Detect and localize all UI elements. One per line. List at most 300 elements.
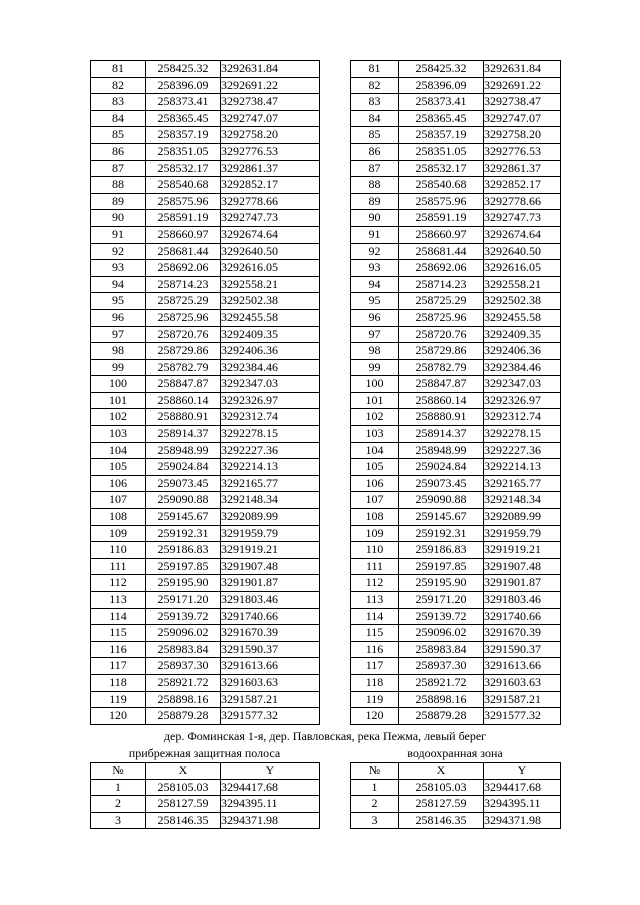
point-number: 106	[91, 475, 146, 492]
table-row	[91, 426, 320, 443]
y-coordinate: 3292861.37	[484, 160, 561, 177]
table-row	[91, 691, 320, 708]
x-coordinate: 259195.90	[399, 575, 484, 592]
top-left-body	[91, 61, 320, 725]
y-coordinate: 3292312.74	[221, 409, 320, 426]
x-coordinate: 258725.96	[399, 309, 484, 326]
left-zone-subtitle: прибрежная защитная полоса	[128, 746, 281, 760]
point-number: 91	[91, 226, 146, 243]
x-coordinate: 258729.86	[146, 343, 221, 360]
table-row	[351, 177, 561, 194]
y-coordinate: 3292278.15	[484, 426, 561, 443]
table-row	[351, 94, 561, 111]
point-number: 2	[91, 796, 146, 813]
x-coordinate: 258591.19	[399, 210, 484, 227]
x-coordinate: 258351.05	[146, 143, 221, 160]
y-coordinate: 3292312.74	[484, 409, 561, 426]
y-coordinate: 3292148.34	[221, 492, 320, 509]
point-number: 99	[91, 359, 146, 376]
point-number: 83	[351, 94, 399, 111]
x-coordinate: 258660.97	[146, 226, 221, 243]
table-row	[91, 210, 320, 227]
x-coordinate: 259090.88	[146, 492, 221, 509]
table-row	[91, 625, 320, 642]
y-coordinate: 3292347.03	[221, 376, 320, 393]
x-coordinate: 258365.45	[146, 110, 221, 127]
point-number: 96	[91, 309, 146, 326]
x-coordinate: 259197.85	[146, 558, 221, 575]
table-row	[91, 359, 320, 376]
y-coordinate: 3292148.34	[484, 492, 561, 509]
x-coordinate: 259145.67	[146, 509, 221, 526]
y-coordinate: 3292776.53	[221, 143, 320, 160]
point-number: 99	[351, 359, 399, 376]
point-number: 102	[351, 409, 399, 426]
table-row	[91, 293, 320, 310]
table-row	[351, 558, 561, 575]
bottom-right-coordinates-table	[350, 762, 561, 829]
header-y: Y	[221, 763, 320, 780]
table-row	[351, 276, 561, 293]
y-coordinate: 3292738.47	[221, 94, 320, 111]
y-coordinate: 3292747.73	[484, 210, 561, 227]
x-coordinate: 258105.03	[399, 779, 484, 796]
x-coordinate: 259186.83	[146, 542, 221, 559]
y-coordinate: 3292558.21	[484, 276, 561, 293]
x-coordinate: 258725.96	[146, 309, 221, 326]
header-row	[91, 763, 320, 780]
top-left-coordinates-table	[90, 60, 320, 725]
x-coordinate: 258879.28	[399, 708, 484, 725]
point-number: 97	[91, 326, 146, 343]
point-number: 110	[91, 542, 146, 559]
table-row	[351, 160, 561, 177]
x-coordinate: 259024.84	[146, 459, 221, 476]
table-row	[351, 309, 561, 326]
bottom-left-coordinates-table	[90, 762, 320, 829]
table-row	[351, 641, 561, 658]
top-right-coordinates-table	[350, 60, 561, 725]
y-coordinate: 3292502.38	[221, 293, 320, 310]
point-number: 119	[91, 691, 146, 708]
x-coordinate: 258948.99	[399, 442, 484, 459]
x-coordinate: 259096.02	[146, 625, 221, 642]
point-number: 90	[91, 210, 146, 227]
table-row	[351, 193, 561, 210]
y-coordinate: 3292616.05	[484, 260, 561, 277]
point-number: 116	[91, 641, 146, 658]
y-coordinate: 3292278.15	[221, 426, 320, 443]
point-number: 96	[351, 309, 399, 326]
table-row	[351, 542, 561, 559]
y-coordinate: 3292326.97	[221, 392, 320, 409]
y-coordinate: 3292089.99	[484, 509, 561, 526]
point-number: 1	[91, 779, 146, 796]
x-coordinate: 259139.72	[399, 608, 484, 625]
table-row	[91, 492, 320, 509]
y-coordinate: 3292852.17	[221, 177, 320, 194]
table-row	[91, 326, 320, 343]
y-coordinate: 3292165.77	[484, 475, 561, 492]
point-number: 84	[351, 110, 399, 127]
header-num: №	[351, 763, 399, 780]
table-row	[351, 359, 561, 376]
table-row	[91, 592, 320, 609]
point-number: 81	[91, 61, 146, 78]
x-coordinate: 258692.06	[399, 260, 484, 277]
y-coordinate: 3292640.50	[484, 243, 561, 260]
x-coordinate: 258575.96	[146, 193, 221, 210]
x-coordinate: 259192.31	[399, 525, 484, 542]
x-coordinate: 258937.30	[146, 658, 221, 675]
x-coordinate: 258540.68	[399, 177, 484, 194]
table-row	[351, 426, 561, 443]
table-row	[91, 608, 320, 625]
x-coordinate: 258425.32	[399, 61, 484, 78]
point-number: 1	[351, 779, 399, 796]
table-row	[91, 475, 320, 492]
point-number: 3	[351, 812, 399, 829]
point-number: 106	[351, 475, 399, 492]
point-number: 98	[91, 343, 146, 360]
point-number: 108	[91, 509, 146, 526]
table-row	[351, 592, 561, 609]
table-row	[91, 708, 320, 725]
point-number: 89	[91, 193, 146, 210]
table-row	[91, 796, 320, 813]
x-coordinate: 258127.59	[146, 796, 221, 813]
table-row	[91, 343, 320, 360]
y-coordinate: 3291670.39	[221, 625, 320, 642]
table-row	[91, 94, 320, 111]
y-coordinate: 3292778.66	[221, 193, 320, 210]
table-row	[351, 343, 561, 360]
table-row	[351, 226, 561, 243]
x-coordinate: 258146.35	[146, 812, 221, 829]
point-number: 118	[91, 674, 146, 691]
x-coordinate: 258127.59	[399, 796, 484, 813]
y-coordinate: 3292640.50	[221, 243, 320, 260]
point-number: 110	[351, 542, 399, 559]
y-coordinate: 3291907.48	[221, 558, 320, 575]
table-row	[91, 193, 320, 210]
x-coordinate: 258983.84	[399, 641, 484, 658]
header-num: №	[91, 763, 146, 780]
y-coordinate: 3292214.13	[221, 459, 320, 476]
x-coordinate: 258373.41	[146, 94, 221, 111]
table-row	[91, 243, 320, 260]
y-coordinate: 3292227.36	[221, 442, 320, 459]
x-coordinate: 258660.97	[399, 226, 484, 243]
y-coordinate: 3292747.07	[484, 110, 561, 127]
table-row	[351, 110, 561, 127]
x-coordinate: 258983.84	[146, 641, 221, 658]
table-row	[351, 260, 561, 277]
point-number: 2	[351, 796, 399, 813]
x-coordinate: 258782.79	[399, 359, 484, 376]
table-row	[91, 658, 320, 675]
x-coordinate: 258898.16	[399, 691, 484, 708]
x-coordinate: 258847.87	[399, 376, 484, 393]
point-number: 94	[351, 276, 399, 293]
x-coordinate: 258591.19	[146, 210, 221, 227]
point-number: 107	[351, 492, 399, 509]
point-number: 81	[351, 61, 399, 78]
y-coordinate: 3292455.58	[484, 309, 561, 326]
y-coordinate: 3292406.36	[484, 343, 561, 360]
x-coordinate: 258425.32	[146, 61, 221, 78]
point-number: 87	[351, 160, 399, 177]
x-coordinate: 258948.99	[146, 442, 221, 459]
point-number: 105	[351, 459, 399, 476]
table-row	[91, 160, 320, 177]
y-coordinate: 3292165.77	[221, 475, 320, 492]
x-coordinate: 258720.76	[399, 326, 484, 343]
y-coordinate: 3291919.21	[221, 542, 320, 559]
table-row	[91, 226, 320, 243]
y-coordinate: 3292455.58	[221, 309, 320, 326]
y-coordinate: 3292409.35	[484, 326, 561, 343]
point-number: 84	[91, 110, 146, 127]
table-row	[351, 61, 561, 78]
point-number: 95	[351, 293, 399, 310]
y-coordinate: 3292691.22	[484, 77, 561, 94]
point-number: 114	[351, 608, 399, 625]
point-number: 92	[91, 243, 146, 260]
table-row	[351, 243, 561, 260]
point-number: 113	[351, 592, 399, 609]
x-coordinate: 258146.35	[399, 812, 484, 829]
y-coordinate: 3292214.13	[484, 459, 561, 476]
y-coordinate: 3292384.46	[484, 359, 561, 376]
x-coordinate: 258860.14	[399, 392, 484, 409]
y-coordinate: 3291587.21	[221, 691, 320, 708]
y-coordinate: 3291577.32	[484, 708, 561, 725]
y-coordinate: 3291670.39	[484, 625, 561, 642]
table-row	[91, 409, 320, 426]
table-row	[91, 309, 320, 326]
x-coordinate: 259192.31	[146, 525, 221, 542]
y-coordinate: 3291803.46	[221, 592, 320, 609]
x-coordinate: 258396.09	[146, 77, 221, 94]
y-coordinate: 3292558.21	[221, 276, 320, 293]
y-coordinate: 3292738.47	[484, 94, 561, 111]
x-coordinate: 258373.41	[399, 94, 484, 111]
locality-caption: дер. Фоминская 1-я, дер. Павловская, река Пежма, левый берег	[163, 729, 487, 743]
y-coordinate: 3292502.38	[484, 293, 561, 310]
x-coordinate: 259195.90	[146, 575, 221, 592]
point-number: 120	[351, 708, 399, 725]
y-coordinate: 3291959.79	[484, 525, 561, 542]
y-coordinate: 3291907.48	[484, 558, 561, 575]
x-coordinate: 259073.45	[146, 475, 221, 492]
point-number: 101	[91, 392, 146, 409]
table-row	[351, 625, 561, 642]
point-number: 85	[351, 127, 399, 144]
table-row	[351, 658, 561, 675]
point-number: 86	[91, 143, 146, 160]
point-number: 82	[91, 77, 146, 94]
y-coordinate: 3292747.07	[221, 110, 320, 127]
table-row	[351, 326, 561, 343]
point-number: 91	[351, 226, 399, 243]
table-row	[91, 61, 320, 78]
table-row	[91, 143, 320, 160]
x-coordinate: 258681.44	[146, 243, 221, 260]
point-number: 90	[351, 210, 399, 227]
header-x: X	[146, 763, 221, 780]
point-number: 83	[91, 94, 146, 111]
table-row	[351, 779, 561, 796]
y-coordinate: 3291590.37	[221, 641, 320, 658]
table-row	[91, 392, 320, 409]
point-number: 100	[91, 376, 146, 393]
table-row	[351, 812, 561, 829]
y-coordinate: 3292616.05	[221, 260, 320, 277]
x-coordinate: 258396.09	[399, 77, 484, 94]
point-number: 103	[351, 426, 399, 443]
table-row	[91, 110, 320, 127]
y-coordinate: 3292409.35	[221, 326, 320, 343]
x-coordinate: 258860.14	[146, 392, 221, 409]
x-coordinate: 259145.67	[399, 509, 484, 526]
x-coordinate: 258357.19	[399, 127, 484, 144]
table-row	[351, 575, 561, 592]
x-coordinate: 258782.79	[146, 359, 221, 376]
table-row	[91, 641, 320, 658]
y-coordinate: 3291919.21	[484, 542, 561, 559]
y-coordinate: 3292691.22	[221, 77, 320, 94]
point-number: 116	[351, 641, 399, 658]
point-number: 111	[351, 558, 399, 575]
y-coordinate: 3291959.79	[221, 525, 320, 542]
point-number: 94	[91, 276, 146, 293]
x-coordinate: 258725.29	[399, 293, 484, 310]
table-row	[351, 127, 561, 144]
x-coordinate: 258921.72	[399, 674, 484, 691]
y-coordinate: 3294417.68	[484, 779, 561, 796]
point-number: 109	[351, 525, 399, 542]
x-coordinate: 258351.05	[399, 143, 484, 160]
y-coordinate: 3291901.87	[484, 575, 561, 592]
point-number: 95	[91, 293, 146, 310]
y-coordinate: 3292747.73	[221, 210, 320, 227]
table-row	[351, 509, 561, 526]
point-number: 109	[91, 525, 146, 542]
y-coordinate: 3292861.37	[221, 160, 320, 177]
top-right-body	[351, 61, 561, 725]
y-coordinate: 3292778.66	[484, 193, 561, 210]
y-coordinate: 3291740.66	[484, 608, 561, 625]
table-row	[351, 525, 561, 542]
point-number: 103	[91, 426, 146, 443]
y-coordinate: 3292674.64	[221, 226, 320, 243]
y-coordinate: 3291590.37	[484, 641, 561, 658]
x-coordinate: 258847.87	[146, 376, 221, 393]
point-number: 115	[351, 625, 399, 642]
point-number: 93	[351, 260, 399, 277]
bottom-left-body	[91, 779, 320, 829]
x-coordinate: 258914.37	[399, 426, 484, 443]
table-row	[351, 796, 561, 813]
point-number: 88	[351, 177, 399, 194]
point-number: 114	[91, 608, 146, 625]
y-coordinate: 3292089.99	[221, 509, 320, 526]
table-row	[91, 558, 320, 575]
x-coordinate: 259171.20	[399, 592, 484, 609]
point-number: 87	[91, 160, 146, 177]
point-number: 101	[351, 392, 399, 409]
table-row	[91, 812, 320, 829]
point-number: 119	[351, 691, 399, 708]
x-coordinate: 258720.76	[146, 326, 221, 343]
x-coordinate: 258692.06	[146, 260, 221, 277]
table-row	[91, 575, 320, 592]
y-coordinate: 3291603.63	[484, 674, 561, 691]
table-row	[91, 260, 320, 277]
y-coordinate: 3291901.87	[221, 575, 320, 592]
point-number: 113	[91, 592, 146, 609]
y-coordinate: 3294417.68	[221, 779, 320, 796]
y-coordinate: 3291577.32	[221, 708, 320, 725]
table-row	[351, 608, 561, 625]
x-coordinate: 258714.23	[399, 276, 484, 293]
point-number: 88	[91, 177, 146, 194]
y-coordinate: 3291603.63	[221, 674, 320, 691]
y-coordinate: 3292347.03	[484, 376, 561, 393]
y-coordinate: 3291613.66	[221, 658, 320, 675]
y-coordinate: 3292227.36	[484, 442, 561, 459]
x-coordinate: 259186.83	[399, 542, 484, 559]
table-row	[351, 210, 561, 227]
x-coordinate: 258532.17	[146, 160, 221, 177]
point-number: 112	[91, 575, 146, 592]
x-coordinate: 259139.72	[146, 608, 221, 625]
x-coordinate: 258921.72	[146, 674, 221, 691]
table-row	[91, 459, 320, 476]
y-coordinate: 3292384.46	[221, 359, 320, 376]
table-row	[351, 143, 561, 160]
y-coordinate: 3292776.53	[484, 143, 561, 160]
table-row	[91, 525, 320, 542]
table-row	[91, 442, 320, 459]
x-coordinate: 258540.68	[146, 177, 221, 194]
x-coordinate: 258880.91	[399, 409, 484, 426]
table-row	[91, 77, 320, 94]
table-row	[91, 127, 320, 144]
point-number: 85	[91, 127, 146, 144]
y-coordinate: 3294371.98	[484, 812, 561, 829]
y-coordinate: 3291803.46	[484, 592, 561, 609]
y-coordinate: 3291587.21	[484, 691, 561, 708]
y-coordinate: 3294395.11	[221, 796, 320, 813]
x-coordinate: 259096.02	[399, 625, 484, 642]
point-number: 112	[351, 575, 399, 592]
point-number: 117	[91, 658, 146, 675]
y-coordinate: 3292631.84	[484, 61, 561, 78]
x-coordinate: 258898.16	[146, 691, 221, 708]
table-row	[351, 492, 561, 509]
table-row	[351, 392, 561, 409]
point-number: 102	[91, 409, 146, 426]
point-number: 86	[351, 143, 399, 160]
point-number: 118	[351, 674, 399, 691]
x-coordinate: 259024.84	[399, 459, 484, 476]
x-coordinate: 259171.20	[146, 592, 221, 609]
point-number: 100	[351, 376, 399, 393]
y-coordinate: 3292631.84	[221, 61, 320, 78]
point-number: 115	[91, 625, 146, 642]
